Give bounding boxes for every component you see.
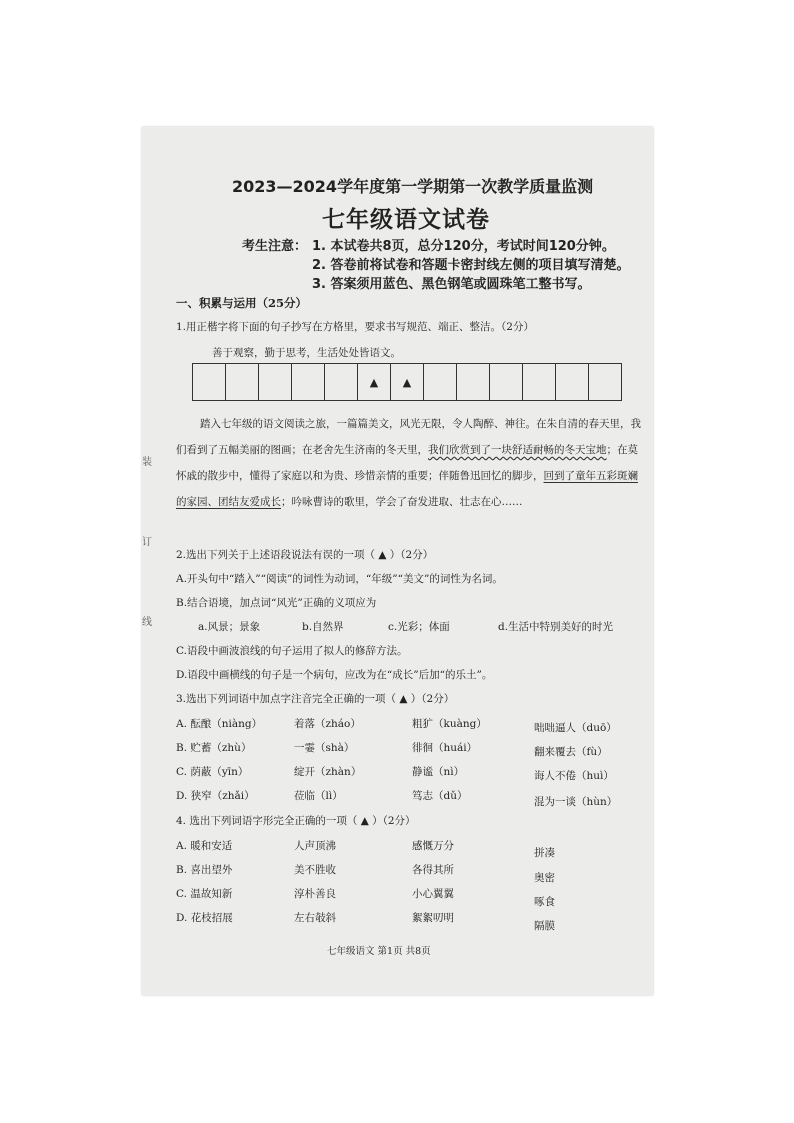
- q3-row-d-2: 莅临（lì）: [294, 790, 343, 802]
- q4-row-b-4: 奥密: [534, 872, 555, 884]
- grid-cell[interactable]: [555, 363, 589, 401]
- q3-row-c-4: 诲人不倦（huì）: [534, 770, 614, 782]
- q2-option-c: C.语段中画波浪线的句子运用了拟人的修辞方法。: [176, 645, 408, 657]
- grid-cell[interactable]: [291, 363, 325, 401]
- q3-row-b-2: 一霎（shà）: [294, 742, 355, 754]
- q1-sentence: 善于观察，勤于思考，生活处处皆语文。: [212, 347, 401, 359]
- grid-cell[interactable]: [225, 363, 259, 401]
- q3-row-d-3: 笃志（dǔ）: [412, 790, 468, 802]
- q3-row-a-2: 着落（zháo）: [294, 718, 361, 730]
- q4-row-c-3: 小心翼翼: [412, 888, 454, 900]
- q4-row-a-2: 人声顶沸: [294, 840, 336, 852]
- exam-title: 2023—2024学年度第一学期第一次教学质量监测: [232, 177, 594, 196]
- notice-3: 3. 答案须用蓝色、黑色钢笔或圆珠笔工整书写。: [312, 277, 591, 292]
- q2-option-a: A.开头句中“踏入”“阅读”的词性为动词，“年级”“美文”的词性为名词。: [176, 573, 503, 585]
- q4-row-a-4: 拼凑: [534, 847, 555, 859]
- page-footer: 七年级语文 第1页 共8页: [327, 946, 431, 957]
- grid-cell[interactable]: [423, 363, 457, 401]
- grid-cell[interactable]: [324, 363, 358, 401]
- passage-text: ；在莫怀戚的散步中，懂得了家庭以和为贵、珍惜亲情的重要；伴随鲁迅回忆的脚步，: [176, 444, 638, 482]
- passage-text: ；吟咏曹诗的歌里，学会了奋发进取、壮志在心……: [281, 496, 523, 508]
- grid-cell[interactable]: [258, 363, 292, 401]
- q2-option-d: D.语段中画横线的句子是一个病句，应改为在“成长”后加“的乐土”。: [176, 669, 493, 681]
- q4-row-c-2: 淳朴善良: [294, 888, 336, 900]
- grid-cell[interactable]: [456, 363, 490, 401]
- grid-cell[interactable]: [522, 363, 556, 401]
- q4-row-b-3: 各得其所: [412, 864, 454, 876]
- q4-row-d-3: 絮絮叨明: [412, 912, 454, 924]
- notice-1: 1. 本试卷共8页，总分120分，考试时间120分钟。: [312, 239, 615, 254]
- q3-row-d-4: 混为一谈（hùn）: [534, 796, 618, 808]
- margin-mark-zhuang: 装: [142, 457, 152, 468]
- writing-grid: [193, 363, 622, 401]
- q4-row-b-1: B. 喜出望外: [176, 864, 233, 876]
- q3-row-b-1: B. 贮蓄（zhù）: [176, 742, 252, 754]
- q4-row-d-2: 左右攲斜: [294, 912, 336, 924]
- q3-row-b-4: 翻来覆去（fù）: [534, 746, 608, 758]
- q3-row-b-3: 徘徊（huái）: [412, 742, 478, 754]
- q4-row-d-1: D. 花枝招展: [176, 912, 233, 924]
- section-heading: 一、积累与运用（25分）: [176, 296, 308, 310]
- q3-row-a-1: A. 酝酿（niàng）: [176, 718, 263, 730]
- q3-stem: 3.选出下列词语中加点字注音完全正确的一项（ ▲ ）（2分）: [176, 693, 455, 705]
- underlined-sentence: 回到了童年五彩斑斓的家园、团结友爱成长: [176, 470, 638, 508]
- q3-row-a-3: 粗犷（kuàng）: [412, 718, 487, 730]
- q2-b-choice-d: d.生活中特别美好的时光: [498, 621, 614, 633]
- notice-label: 考生注意：: [242, 239, 308, 254]
- margin-mark-xian: 线: [142, 617, 152, 628]
- q2-option-b: B.结合语境，加点词“风光”正确的义项应为: [176, 597, 377, 609]
- q4-row-c-1: C. 温故知新: [176, 888, 233, 900]
- notice-2: 2. 答卷前将试卷和答题卡密封线左侧的项目填写清楚。: [312, 258, 630, 273]
- grid-cell[interactable]: [588, 363, 622, 401]
- grid-cell[interactable]: ▲: [357, 363, 391, 401]
- q1-stem: 1.用正楷字将下面的句子抄写在方格里，要求书写规范、端正、整洁。（2分）: [176, 321, 534, 333]
- q4-stem: 4. 选出下列词语字形完全正确的一项（ ▲ ）（2分）: [176, 815, 416, 827]
- q2-b-choice-a: a.风景；景象: [198, 621, 261, 633]
- grid-cell[interactable]: ▲: [390, 363, 424, 401]
- passage-text: 踏入七年级的语文阅读之旅，一篇篇美文，风光无限，令人陶醉、神往。在朱自清的春天里，我们看到了五幅美丽的图画；在老舍先生济南的冬天里，: [176, 418, 641, 456]
- margin-mark-ding: 订: [142, 537, 152, 548]
- q4-row-b-2: 美不胜收: [294, 864, 336, 876]
- q2-b-choice-b: b.自然界: [302, 621, 344, 633]
- exam-paper: [142, 127, 653, 995]
- q4-row-a-3: 感慨万分: [412, 840, 454, 852]
- grid-cell[interactable]: [192, 363, 226, 401]
- q3-row-c-3: 静谧（nì）: [412, 766, 465, 778]
- q4-row-a-1: A. 暖和安适: [176, 840, 233, 852]
- q2-b-choice-c: c.光彩；体面: [388, 621, 450, 633]
- reading-passage: [176, 411, 646, 515]
- q3-row-a-4: 咄咄逼人（duō）: [534, 722, 617, 734]
- wavy-underlined-sentence: 我们欣赏到了一块舒适耐畅的冬天宝地: [428, 444, 607, 456]
- q3-row-c-1: C. 荫蔽（yīn）: [176, 766, 249, 778]
- exam-subtitle: 七年级语文试卷: [322, 207, 490, 233]
- q2-stem: 2.选出下列关于上述语段说法有误的一项（ ▲ ）（2分）: [176, 549, 434, 561]
- q4-row-d-4: 隔膜: [534, 920, 555, 932]
- q3-row-c-2: 绽开（zhàn）: [294, 766, 362, 778]
- q3-row-d-1: D. 狭窄（zhǎi）: [176, 790, 255, 802]
- grid-cell[interactable]: [489, 363, 523, 401]
- q4-row-c-4: 啄食: [534, 896, 555, 908]
